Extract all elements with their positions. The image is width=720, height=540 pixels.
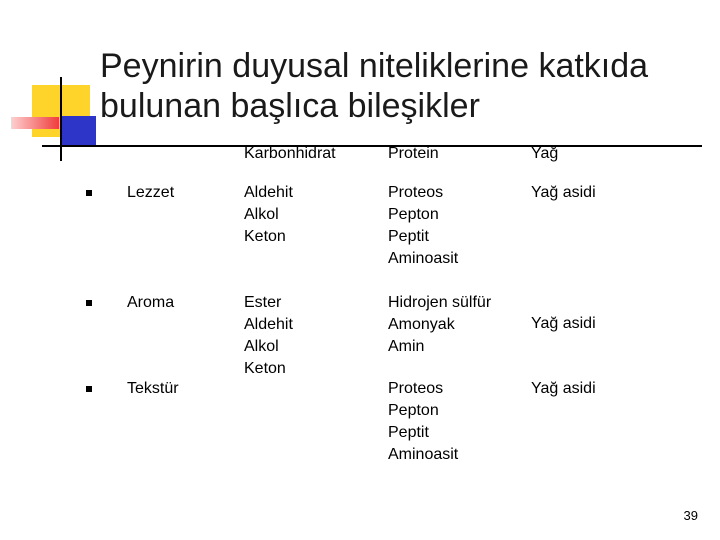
cell-tekstur-fat: Yağ asidi — [531, 380, 596, 397]
cell-lezzet-carb: Aldehit Alkol Keton — [244, 184, 293, 245]
slide-title: Peynirin duyusal niteliklerine katkıda bulunan başlıca bileşikler — [100, 47, 649, 125]
page-number: 39 — [683, 508, 698, 523]
column-header-fat: Yağ — [531, 145, 559, 162]
cell-aroma-fat: Yağ asidi — [531, 315, 596, 332]
bullet-icon — [86, 386, 92, 392]
cell-tekstur-protein: Proteos Pepton Peptit Aminoasit — [388, 380, 459, 463]
column-header-carb: Karbonhidrat — [244, 145, 336, 162]
row-label-lezzet: Lezzet — [127, 184, 175, 201]
bullet-icon — [86, 300, 92, 306]
row-label-aroma: Aroma — [127, 294, 175, 311]
decor-vertical-line — [60, 77, 62, 161]
decor-horizontal-line — [42, 145, 702, 147]
column-header-protein: Protein — [388, 145, 439, 162]
cell-aroma-carb: Ester Aldehit Alkol Keton — [244, 294, 293, 377]
row-label-tekstur: Tekstür — [127, 380, 179, 397]
bullet-icon — [86, 190, 92, 196]
cell-lezzet-fat: Yağ asidi — [531, 184, 596, 201]
cell-lezzet-protein: Proteos Pepton Peptit Aminoasit — [388, 184, 459, 267]
cell-aroma-protein: Hidrojen sülfür Amonyak Amin — [388, 294, 492, 355]
decor-blue-square — [62, 116, 96, 146]
decor-red-bar — [11, 117, 59, 129]
